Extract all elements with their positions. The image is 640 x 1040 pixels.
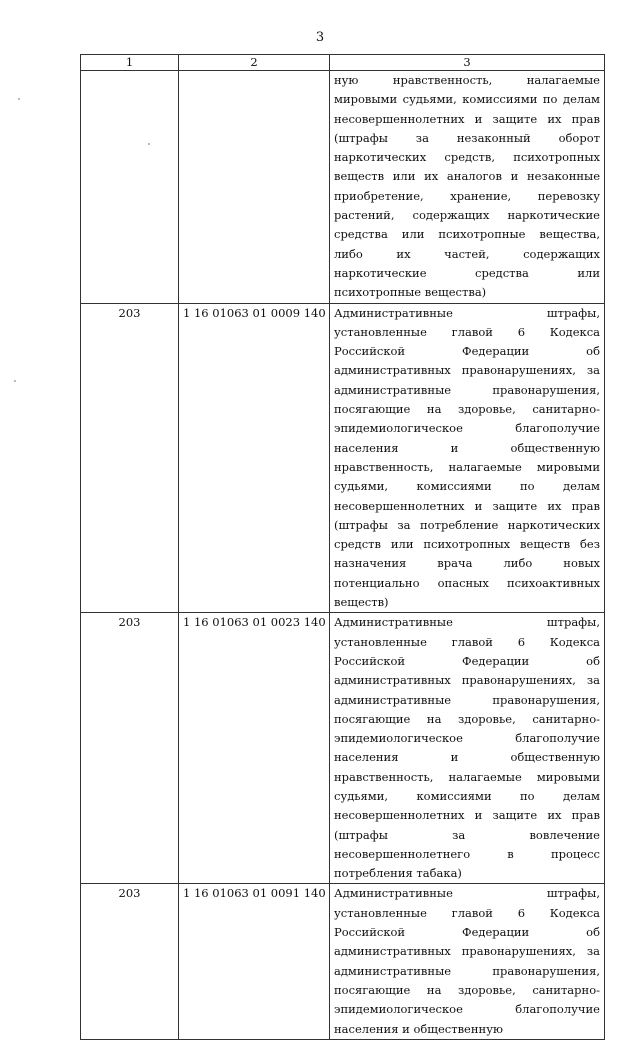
row-kbk-code: 1 16 01063 01 0023 140: [179, 613, 330, 884]
document-table: [80, 54, 605, 1040]
header-col-2: 2: [179, 55, 330, 71]
row-kbk-code: 1 16 01063 01 0091 140: [179, 884, 330, 1039]
row-kbk-code: 1 16 01063 01 0009 140: [179, 303, 330, 613]
row-description: Административные штрафы, установленные главой 6 Кодекса Российской Федерации об административных правонарушениях, за административные правонарушения, посягающие на здоровье, санитарно-эпидемиологическое благополучие населения и общественную: [330, 884, 605, 1039]
row-kbk-code: [179, 71, 330, 304]
table-header-row: [81, 55, 605, 71]
scan-speck: [18, 98, 20, 100]
row-admin-code: 203: [81, 884, 179, 1039]
row-description: Административные штрафы, установленные главой 6 Кодекса Российской Федерации об административных правонарушениях, за административные правонарушения, посягающие на здоровье, санитарно-эпидемиологическое благополучие населения и общественную нравственность, налагаемые мировыми судьями, комиссиями по делам несовершеннолетних и защите их прав (штрафы за потребление наркотических средств или психотропных веществ без назначения врача либо новых потенциально опасных психоактивных веществ): [330, 303, 605, 613]
page-number: 3: [315, 30, 325, 45]
row-admin-code: 203: [81, 613, 179, 884]
table-row: [81, 884, 605, 1039]
row-description: Административные штрафы, установленные главой 6 Кодекса Российской Федерации об административных правонарушениях, за административные правонарушения, посягающие на здоровье, санитарно-эпидемиологическое благополучие населения и общественную нравственность, налагаемые мировыми судьями, комиссиями по делам несовершеннолетних и защите их прав (штрафы за вовлечение несовершеннолетнего в процесс потребления табака): [330, 613, 605, 884]
row-description: ную нравственность, налагаемые мировыми судьями, комиссиями по делам несовершеннолетних и защите их прав (штрафы за незаконный оборот наркотических средств, психотропных веществ или их аналогов и незаконные приобретение, хранение, перевозку растений, содержащих наркотические средства или психотропные вещества, либо их частей, содержащих наркотические средства или психотропные вещества): [330, 71, 605, 304]
scan-speck: [148, 143, 150, 145]
row-admin-code: [81, 71, 179, 304]
table-row: [81, 303, 605, 613]
row-admin-code: 203: [81, 303, 179, 613]
scan-speck: [14, 380, 16, 382]
table-row: [81, 71, 605, 304]
table-row: [81, 613, 605, 884]
header-col-1: 1: [81, 55, 179, 71]
header-col-3: 3: [330, 55, 605, 71]
